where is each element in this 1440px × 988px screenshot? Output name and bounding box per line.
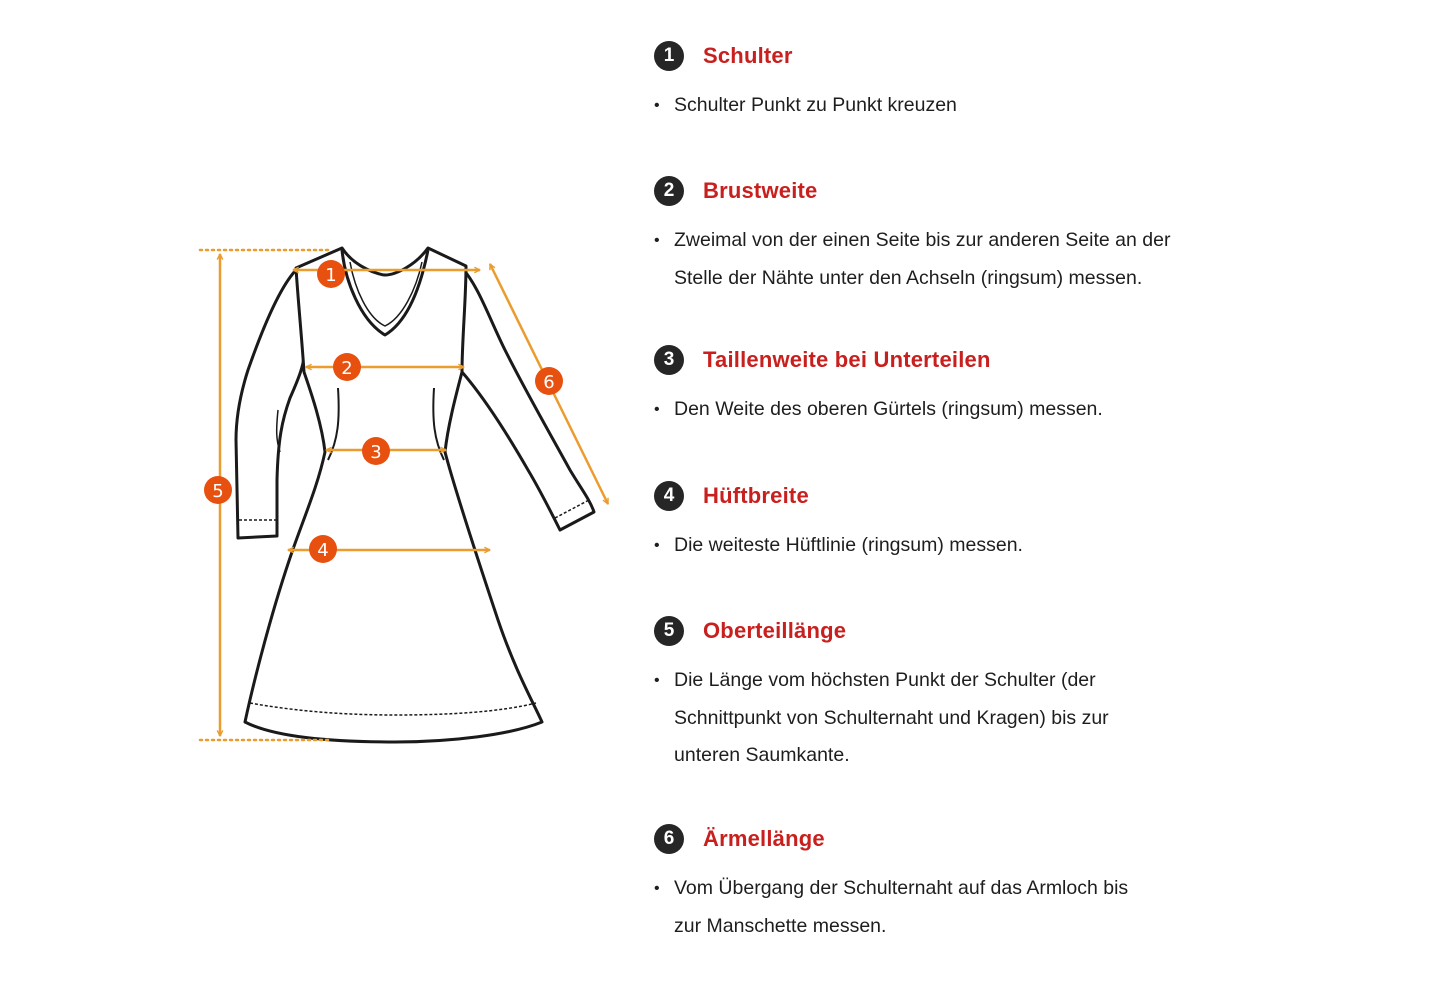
number-badge: 1	[654, 41, 684, 71]
right-sleeve	[462, 268, 594, 530]
number-badge: 3	[654, 345, 684, 375]
dress-outline	[236, 248, 594, 742]
svg-text:2: 2	[341, 358, 353, 379]
description-line: Schnittpunkt von Schulternaht und Kragen) bis zur	[674, 706, 1109, 729]
section-description	[654, 87, 1414, 125]
description-line: zur Manschette messen.	[674, 914, 887, 937]
svg-text:4: 4	[317, 540, 329, 561]
section-description	[654, 662, 1414, 775]
bullet: •	[654, 537, 660, 554]
description-line: Zweimal von der einen Seite bis zur anderen Seite an der	[674, 229, 1171, 251]
description-line: Schulter Punkt zu Punkt kreuzen	[674, 94, 957, 116]
marker-6	[535, 367, 563, 395]
section-header	[654, 39, 1414, 73]
section-title: Taillenweite bei Unterteilen	[703, 347, 991, 372]
section-sleeve-length	[654, 822, 1414, 945]
bullet: •	[654, 401, 660, 418]
section-description	[654, 391, 1414, 429]
bullet: •	[654, 232, 660, 249]
number-badge: 2	[654, 176, 684, 206]
svg-text:1: 1	[325, 265, 337, 286]
section-title: Hüftbreite	[703, 483, 809, 508]
number-badge: 5	[654, 616, 684, 646]
measurement-guide	[654, 0, 1414, 988]
svg-text:6: 6	[543, 372, 555, 393]
section-title: Ärmellänge	[703, 826, 825, 851]
section-hip	[654, 479, 1414, 565]
bullet: •	[654, 97, 660, 114]
bullet: •	[654, 880, 660, 897]
svg-text:3: 3	[370, 442, 382, 463]
bullet: •	[654, 672, 660, 689]
section-bust	[654, 174, 1414, 297]
description-line: Stelle der Nähte unter den Achseln (ringsum) messen.	[674, 266, 1143, 289]
section-header	[654, 174, 1414, 208]
marker-1	[317, 260, 345, 288]
section-description	[654, 870, 1414, 945]
description-line: Die weiteste Hüftlinie (ringsum) messen.	[674, 534, 1023, 556]
section-shoulder	[654, 39, 1414, 125]
section-header	[654, 614, 1414, 648]
section-header	[654, 343, 1414, 377]
section-top-length	[654, 614, 1414, 775]
number-badge: 4	[654, 481, 684, 511]
marker-5	[204, 476, 232, 504]
marker-2	[333, 353, 361, 381]
left-sleeve	[236, 268, 304, 538]
dress-measurement-illustration	[190, 235, 630, 755]
description-line: Vom Übergang der Schulternaht auf das Armloch bis	[674, 877, 1129, 899]
description-line: unteren Saumkante.	[674, 744, 850, 766]
section-header	[654, 479, 1414, 513]
marker-4	[309, 535, 337, 563]
section-waist	[654, 343, 1414, 429]
number-badge: 6	[654, 824, 684, 854]
section-title: Schulter	[703, 43, 793, 68]
description-line: Den Weite des oberen Gürtels (ringsum) messen.	[674, 398, 1103, 420]
marker-3	[362, 437, 390, 465]
section-header	[654, 822, 1414, 856]
svg-text:5: 5	[212, 481, 224, 502]
description-line: Die Länge vom höchsten Punkt der Schulter (der	[674, 669, 1096, 691]
section-description	[654, 527, 1414, 565]
section-title: Oberteillänge	[703, 618, 847, 643]
section-description	[654, 222, 1414, 297]
section-title: Brustweite	[703, 178, 818, 203]
